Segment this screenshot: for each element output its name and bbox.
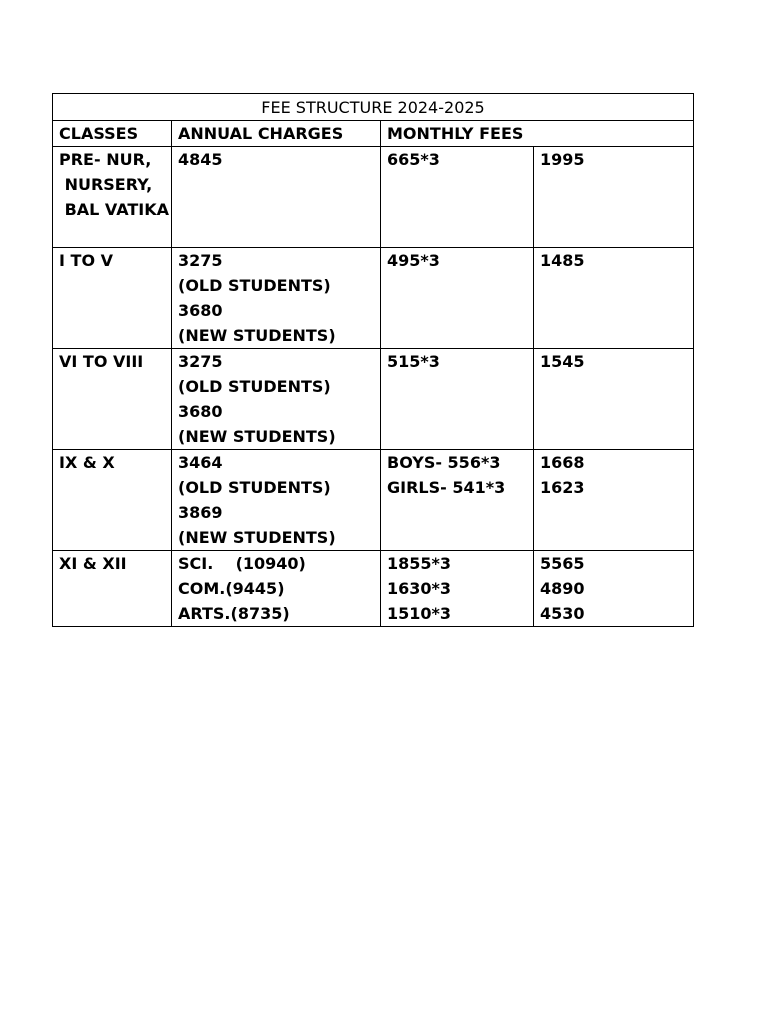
cell-total [534,248,694,349]
cell-total [534,147,694,248]
cell-line: 4530 [540,604,585,623]
cell-line: BOYS- 556*3 [387,453,501,472]
title-row [53,94,694,121]
cell-line: 1485 [540,251,585,270]
cell-line: 4845 [178,150,223,169]
cell-monthly [381,147,534,248]
table-row [53,450,694,551]
cell-total [534,450,694,551]
header-row [53,121,694,147]
cell-line: (NEW STUDENTS) [178,528,336,547]
cell-line: 3464 [178,453,223,472]
cell-classes [53,349,172,450]
table-row [53,147,694,248]
cell-classes [53,147,172,248]
table-row [53,248,694,349]
cell-annual [172,450,381,551]
cell-monthly [381,349,534,450]
cell-line: NURSERY, [59,175,153,194]
cell-classes [53,248,172,349]
cell-line: 1545 [540,352,585,371]
cell-line: ARTS.(8735) [178,604,290,623]
cell-line: 3275 [178,251,223,270]
cell-line: 1855*3 [387,554,452,573]
cell-monthly [381,450,534,551]
header-annual-charges: ANNUAL CHARGES [172,121,381,147]
cell-line: SCI. (10940) [178,554,306,573]
cell-line: 1630*3 [387,579,452,598]
cell-line: (OLD STUDENTS) [178,377,331,396]
table-title: FEE STRUCTURE 2024-2025 [53,94,694,121]
cell-line: (OLD STUDENTS) [178,478,331,497]
cell-line: 1510*3 [387,604,452,623]
header-monthly-fees: MONTHLY FEES [381,121,694,147]
cell-line: 3680 [178,402,223,421]
cell-line: COM.(9445) [178,579,285,598]
cell-line: IX & X [59,453,115,472]
cell-total [534,349,694,450]
cell-annual [172,349,381,450]
cell-line: XI & XII [59,554,127,573]
cell-line: 495*3 [387,251,440,270]
cell-line: (NEW STUDENTS) [178,427,336,446]
cell-monthly [381,551,534,627]
cell-line: BAL VATIKA [59,200,169,219]
cell-classes [53,450,172,551]
cell-line: (NEW STUDENTS) [178,326,336,345]
cell-line: 1623 [540,478,585,497]
cell-annual [172,551,381,627]
cell-line: 3680 [178,301,223,320]
cell-monthly [381,248,534,349]
cell-total [534,551,694,627]
cell-line: PRE- NUR, [59,150,152,169]
cell-line: 1995 [540,150,585,169]
cell-annual [172,248,381,349]
header-classes: CLASSES [53,121,172,147]
cell-line: 3275 [178,352,223,371]
table-row [53,551,694,627]
cell-line: VI TO VIII [59,352,144,371]
cell-line: 665*3 [387,150,440,169]
cell-line: 4890 [540,579,585,598]
table-row [53,349,694,450]
cell-line: 3869 [178,503,223,522]
cell-annual [172,147,381,248]
cell-line: 515*3 [387,352,440,371]
cell-line: 1668 [540,453,585,472]
cell-line: GIRLS- 541*3 [387,478,506,497]
cell-line: I TO V [59,251,113,270]
cell-line: 5565 [540,554,585,573]
cell-line: (OLD STUDENTS) [178,276,331,295]
cell-classes [53,551,172,627]
fee-structure-table [52,93,694,627]
